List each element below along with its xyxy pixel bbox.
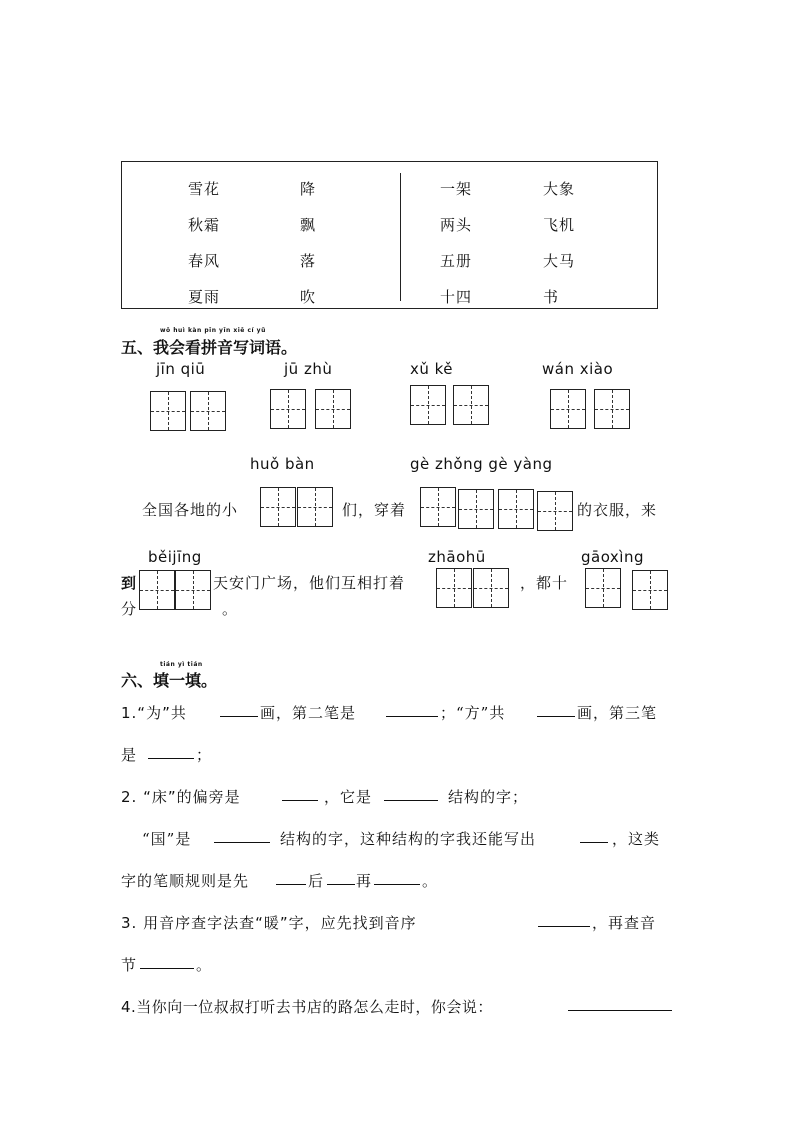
q2-text-i: 再 (356, 872, 373, 890)
q2-blank-4[interactable] (580, 828, 608, 843)
match-noun-2: 飞机 (543, 216, 576, 234)
q1-text-f: ； (196, 746, 213, 764)
writing-grid[interactable] (632, 570, 668, 610)
q2-text-g: 字的笔顺规则是先 (121, 872, 250, 890)
q4-blank[interactable] (568, 996, 672, 1011)
pinyin-jinqiu: jīn qiū (156, 360, 206, 378)
sentence1-part-b: 们，穿着 (342, 501, 407, 519)
pinyin-gaoxing: gāoxìng (581, 548, 645, 566)
match-left-word-2: 秋霜 (188, 216, 221, 234)
writing-grid[interactable] (550, 389, 586, 429)
section5-title: 五、我会看拼音写词语。 (121, 338, 298, 357)
q1-blank-2[interactable] (386, 702, 438, 717)
writing-grid[interactable] (420, 487, 456, 527)
q2-text-f: ，这类 (612, 830, 661, 848)
match-measure-2: 两头 (440, 216, 473, 234)
sentence2-part-a: 到 (121, 574, 138, 592)
pinyin-xuke: xǔ kě (410, 360, 454, 378)
q2-text-b: ，它是 (324, 788, 373, 806)
q2-blank-1[interactable] (282, 786, 318, 801)
writing-grid[interactable] (315, 389, 351, 429)
writing-grid[interactable] (410, 385, 446, 425)
match-verb-3: 落 (300, 252, 317, 270)
match-verb-2: 飘 (300, 216, 317, 234)
writing-grid[interactable] (260, 487, 296, 527)
q2-text-e: 结构的字，这种结构的字我还能写出 (280, 830, 537, 848)
q2-text-j: 。 (422, 872, 439, 890)
pinyin-juzhu: jū zhù (284, 360, 333, 378)
matching-divider (400, 173, 401, 301)
pinyin-gezhonggeyang: gè zhǒng gè yàng (410, 455, 553, 473)
match-verb-1: 降 (300, 180, 317, 198)
writing-grid[interactable] (458, 489, 494, 529)
writing-grid[interactable] (297, 487, 333, 527)
writing-grid[interactable] (594, 389, 630, 429)
match-left-word-1: 雪花 (188, 180, 221, 198)
q2-blank-2[interactable] (384, 786, 438, 801)
q2-blank-3[interactable] (214, 828, 270, 843)
match-noun-3: 大马 (543, 252, 576, 270)
match-measure-1: 一架 (440, 180, 473, 198)
q2-text-h: 后 (308, 872, 325, 890)
q3-text-b: ，再查音 (592, 914, 657, 932)
q3-blank-2[interactable] (140, 954, 194, 969)
sentence2-part-b: 天安门广场，他们互相打着 (213, 574, 406, 592)
q2-text-a: 2. “床”的偏旁是 (121, 788, 241, 806)
sentence2-part-c: ，都十 (520, 574, 569, 592)
match-measure-3: 五册 (440, 252, 473, 270)
pinyin-huoban: huǒ bàn (250, 455, 315, 473)
writing-grid[interactable] (270, 389, 306, 429)
match-left-word-4: 夏雨 (188, 288, 221, 306)
q1-blank-3[interactable] (537, 702, 575, 717)
q1-blank-1[interactable] (220, 702, 258, 717)
writing-grid[interactable] (453, 385, 489, 425)
sentence3-part-a: 分 (121, 600, 138, 618)
match-noun-1: 大象 (543, 180, 576, 198)
sentence1-part-c: 的衣服，来 (577, 501, 658, 519)
match-measure-4: 十四 (440, 288, 473, 306)
writing-grid[interactable] (585, 568, 621, 608)
q1-text-a: 1.“为”共 (121, 704, 187, 722)
q1-text-e: 是 (121, 746, 138, 764)
sentence3-part-b: 。 (222, 600, 239, 618)
section5-ruby: wǒ huì kàn pīn yīn xiě cí yǔ (160, 327, 266, 334)
match-left-word-3: 春风 (188, 252, 221, 270)
q2-blank-6[interactable] (327, 870, 355, 885)
q1-blank-4[interactable] (148, 744, 194, 759)
pinyin-wanxiao: wán xiào (542, 360, 614, 378)
writing-grid[interactable] (190, 391, 226, 431)
section6-ruby: tián yì tián (160, 661, 203, 668)
match-verb-4: 吹 (300, 288, 317, 306)
q2-blank-5[interactable] (276, 870, 306, 885)
q4-text: 4.当你向一位叔叔打听去书店的路怎么走时，你会说： (121, 998, 493, 1016)
section6-title: 六、填一填。 (121, 671, 218, 690)
q2-blank-7[interactable] (374, 870, 420, 885)
writing-grid[interactable] (473, 568, 509, 608)
q3-text-c: 节 (121, 956, 138, 974)
writing-grid[interactable] (498, 489, 534, 529)
sentence1-part-a: 全国各地的小 (142, 501, 239, 519)
writing-grid[interactable] (175, 570, 211, 610)
q3-blank-1[interactable] (538, 912, 590, 927)
pinyin-beijing: běijīng (148, 548, 202, 566)
q2-text-d: “国”是 (142, 830, 192, 848)
q3-text-a: 3. 用音序查字法查“暖”字，应先找到音序 (121, 914, 417, 932)
q1-text-d: 画，第三笔 (577, 704, 658, 722)
q2-text-c: 结构的字； (448, 788, 529, 806)
match-noun-4: 书 (543, 288, 560, 306)
q1-text-c: ；“方”共 (440, 704, 506, 722)
writing-grid[interactable] (139, 570, 175, 610)
writing-grid[interactable] (537, 491, 573, 531)
q1-text-b: 画，第二笔是 (260, 704, 357, 722)
q3-text-d: 。 (196, 956, 213, 974)
pinyin-zhaohu: zhāohū (428, 548, 486, 566)
writing-grid[interactable] (150, 391, 186, 431)
writing-grid[interactable] (436, 568, 472, 608)
